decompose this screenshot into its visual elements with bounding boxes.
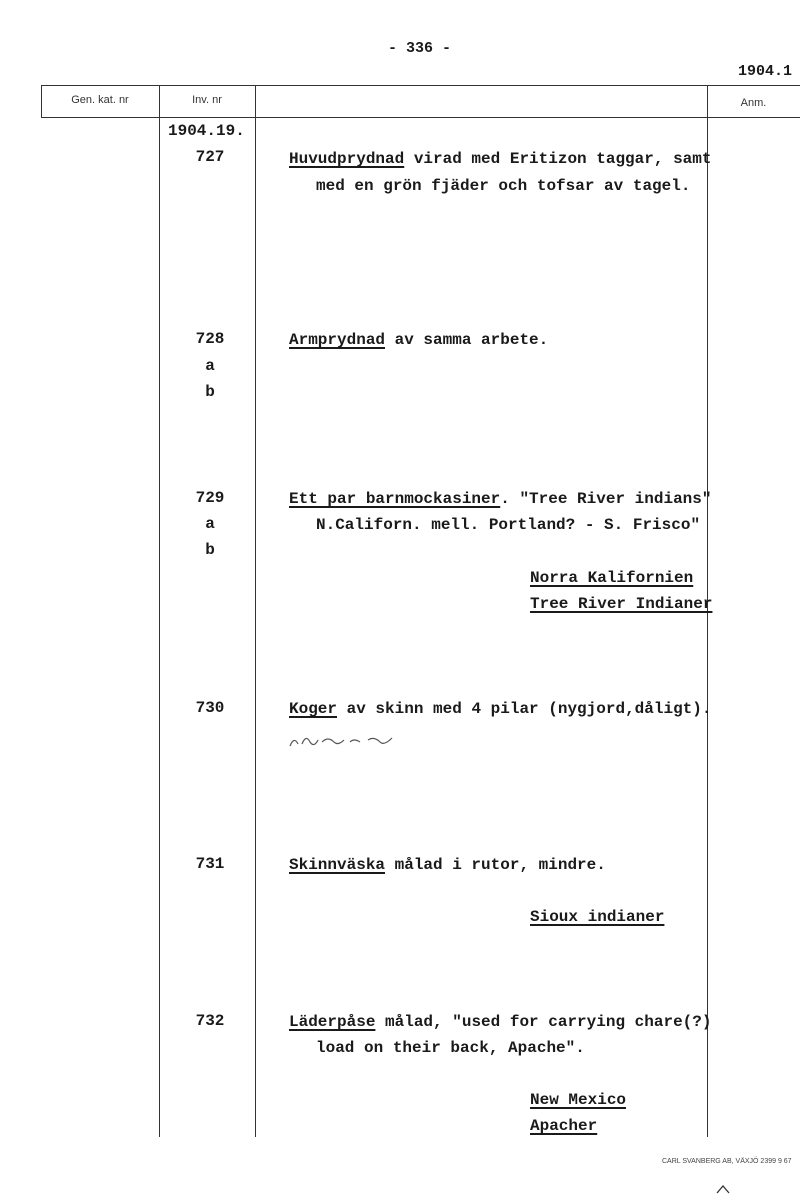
entry-line	[289, 490, 711, 508]
entry-term: Koger	[289, 700, 338, 718]
inv-number: 728	[195, 330, 225, 348]
entry-description: . "Tree River indians"	[500, 490, 712, 508]
printer-mark: CARL SVANBERG AB, VÄXJÖ 2399 9 67	[662, 1158, 792, 1165]
entry-people: Sioux indianer	[530, 908, 665, 926]
entry-term: Skinnväska	[289, 856, 386, 874]
entry-description: av skinn med 4 pilar (nygjord,dåligt).	[337, 700, 712, 718]
entry-term: Armprydnad	[289, 331, 386, 349]
entry-line	[289, 700, 711, 718]
inventory-year: 1904.19.	[168, 122, 245, 140]
entry-continuation: load on their back, Apache".	[316, 1039, 585, 1057]
corner-caret-mark	[716, 1184, 730, 1194]
entry-continuation: N.Californ. mell. Portland? - S. Frisco"	[316, 516, 701, 534]
entry-term: Huvudprydnad	[289, 150, 405, 168]
column-divider-inv	[255, 85, 256, 1137]
handwritten-scribble	[288, 730, 398, 752]
entry-line	[289, 331, 548, 349]
entry-people: Tree River Indianer	[530, 595, 713, 613]
column-header-inv: Inv. nr	[192, 94, 222, 106]
inv-sub-b: b	[205, 541, 215, 559]
entry-description: målad, "used for carrying chare(?)	[375, 1013, 712, 1031]
inv-number: 731	[195, 855, 225, 873]
column-divider-gen	[159, 85, 160, 1137]
inv-number: 730	[195, 699, 225, 717]
entry-continuation: med en grön fjäder och tofsar av tagel.	[316, 177, 691, 195]
entry-line	[289, 150, 711, 168]
page-number: - 336 -	[388, 40, 452, 57]
entry-place: New Mexico	[530, 1091, 627, 1109]
inv-number: 732	[195, 1012, 225, 1030]
inv-sub-a: a	[205, 515, 215, 533]
entry-description: målad i rutor, mindre.	[385, 856, 606, 874]
column-header-gen: Gen. kat. nr	[71, 94, 129, 106]
inv-sub-a: a	[205, 357, 215, 375]
entry-people: Apacher	[530, 1117, 598, 1135]
year-reference: 1904.1	[738, 63, 793, 80]
entry-term: Läderpåse	[289, 1013, 376, 1031]
inv-number: 727	[195, 148, 225, 166]
entry-description: virad med Eritizon taggar, samt	[404, 150, 712, 168]
entry-line	[289, 1013, 711, 1031]
entry-term: Ett par barnmockasiner	[289, 490, 501, 508]
entry-place: Norra Kalifornien	[530, 569, 694, 587]
header-bottom-border	[41, 117, 800, 118]
column-header-anm: Anm.	[740, 97, 767, 109]
inv-sub-b: b	[205, 383, 215, 401]
table-top-border	[41, 85, 800, 86]
inv-number: 729	[195, 489, 225, 507]
entry-description: av samma arbete.	[385, 331, 549, 349]
entry-line	[289, 856, 606, 874]
